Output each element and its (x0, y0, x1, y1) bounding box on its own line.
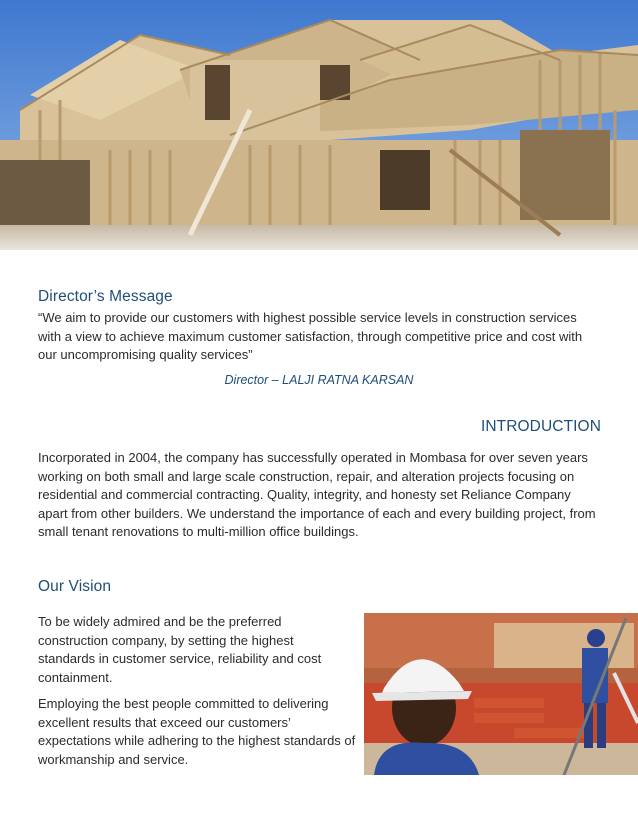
vision-paragraph-2: Employing the best people committed to delivering excellent results that exceed our customers’ expectations while adhering to the highest standards of workmanship and service. (38, 696, 356, 767)
house-frame-illustration (0, 0, 638, 250)
director-signature: Director – LALJI RATNA KARSAN (224, 373, 414, 387)
worker-illustration (364, 613, 638, 775)
directors-quote: “We aim to provide our customers with highest possible service levels in construction services with a view to achieve maximum customer satisfaction, through competitive price and cost with our uncompromising quality services” (38, 310, 583, 362)
introduction-body: Incorporated in 2004, the company has successfully operated in Mombasa for over seven years working on both small and large scale construction, repair, and alteration projects focusing on residential and commercial contracting. Quality, integrity, and honesty set Reliance Company apart from other builders. We understand the importance of each and every building project, from small tenant renovations to multi-million office buildings. (38, 450, 596, 539)
construction-worker-photo (364, 613, 638, 775)
vision-heading: Our Vision (38, 578, 112, 595)
hero-house-frame-image (0, 0, 638, 250)
introduction-heading: INTRODUCTION (480, 418, 601, 435)
vision-paragraph-1: To be widely admired and be the preferred construction company, by setting the highest standards in customer service, reliability and cost containment. (38, 614, 322, 685)
directors-message-heading: Director’s Message (38, 288, 173, 305)
